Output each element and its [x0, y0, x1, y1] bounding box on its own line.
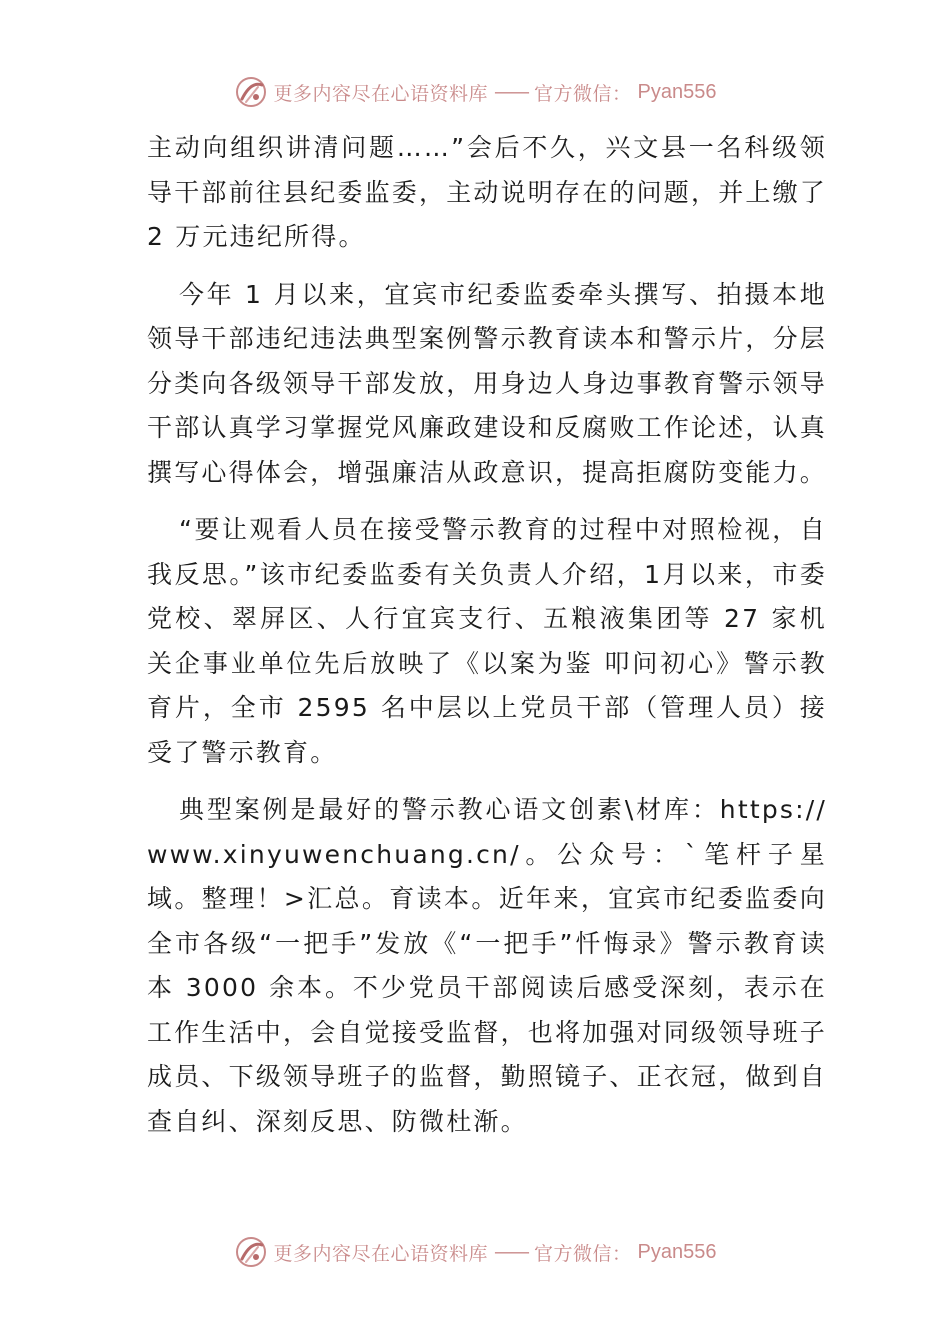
paragraph-4: 典型案例是最好的警示教心语文创素\材库：https://www.xinyuwenchuang.cn/。公众号：`笔杆子星域。整理！>汇总。育读本。近年来，宜宾市纪委监委向全市各级“一把手”发放《“一把手”忏悔录》警示教育读本 3000 余本。不少党员干部阅读后感受深刻，表示在工作生活中，会自觉接受监督，也将加强对同级领导班子成员、下级领导班子的监督，勤照镜子、正衣冠，做到自查自纠、深刻反思、防微杜渐。 [147, 795, 828, 1136]
footer-watermark [0, 1232, 950, 1272]
watermark-label: 官方微信： [534, 82, 632, 105]
watermark-id: Pyan556 [637, 80, 717, 103]
document-body [147, 126, 827, 1157]
paragraph-2: 今年 1 月以来，宜宾市纪委监委牵头撰写、拍摄本地领导干部违纪违法典型案例警示教育读本和警示片，分层分类向各级领导干部发放，用身边人身边事教育警示领导干部认真学习掌握党风廉政建设和反腐败工作论述，认真撰写心得体会，增强廉洁从政意识，提高拒腐防变能力。 [147, 279, 828, 487]
watermark-separator: —— [494, 81, 529, 103]
paragraph-1: 主动向组织讲清问题……”会后不久，兴文县一名科级领导干部前往县纪委监委，主动说明存在的问题，并上缴了 2 万元违纪所得。 [147, 133, 828, 251]
brand-logo-icon [234, 75, 268, 109]
watermark-separator: —— [494, 1241, 529, 1263]
watermark-id: Pyan556 [637, 1240, 717, 1263]
header-watermark [0, 72, 950, 112]
brand-logo-icon [234, 1235, 268, 1269]
paragraph-3: “要让观看人员在接受警示教育的过程中对照检视，自我反思。”该市纪委监委有关负责人介绍，1月以来，市委党校、翠屏区、人行宜宾支行、五粮液集团等 27 家机关企事业单位先后放映了《以案为鉴 叩问初心》警示教育片，全市 2595 名中层以上党员干部（管理人员）接受了警示教育。 [147, 515, 827, 767]
watermark-text: 更多内容尽在心语资料库 [273, 82, 489, 105]
watermark-label: 官方微信： [534, 1242, 632, 1265]
watermark-text: 更多内容尽在心语资料库 [273, 1242, 489, 1265]
